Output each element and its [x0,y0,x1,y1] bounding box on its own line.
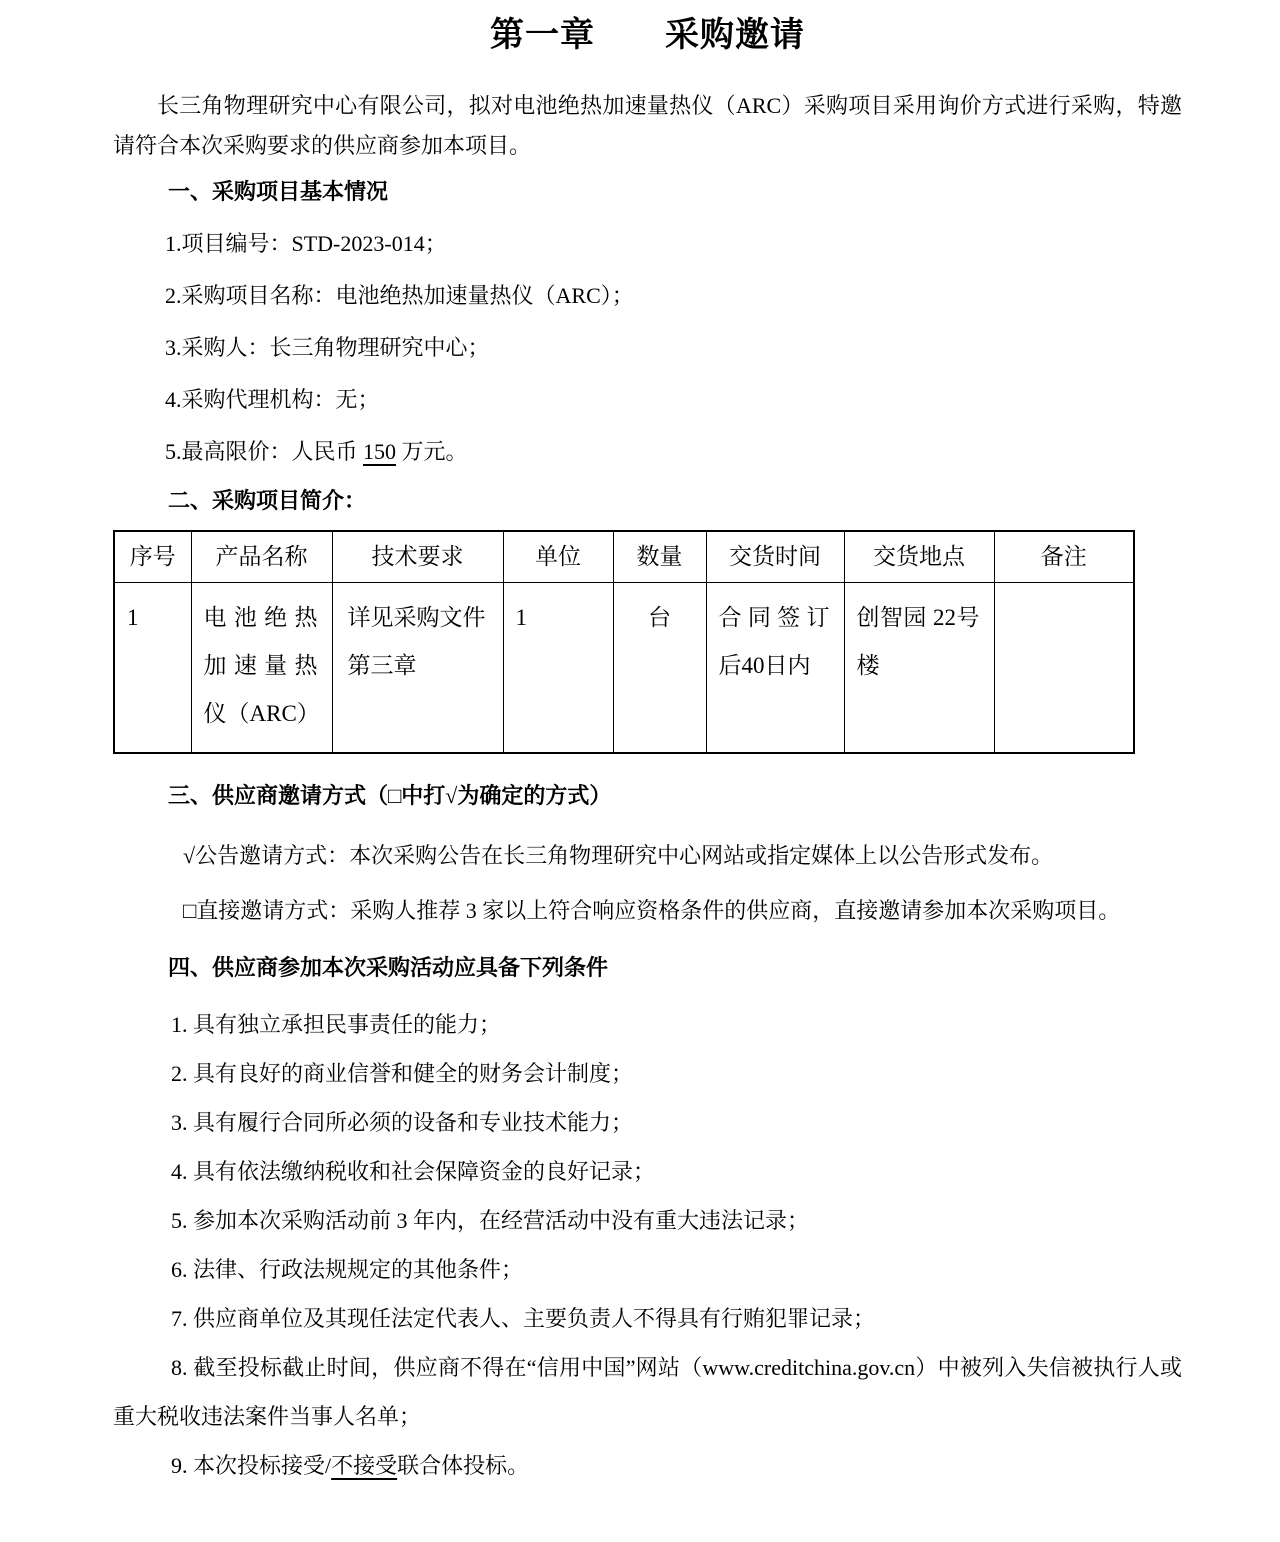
table-cell-qty: 台 [613,583,706,754]
table-header-cell-qty: 数量 [613,531,706,583]
section-2-heading: 二、采购项目简介： [168,488,367,513]
table-cell-unit: 1 [503,583,613,754]
invitation-option-direct: □直接邀请方式：采购人推荐 3 家以上符合响应资格条件的供应商，直接邀请参加本次采购项目。 [183,898,1121,923]
project-summary-table [113,530,1135,754]
conditions-item-6: 6. 法律、行政法规规定的其他条件； [171,1257,524,1282]
table-header-cell-product: 产品名称 [191,531,332,583]
table-header-cell-tech: 技术要求 [332,531,503,583]
conditions-item-8: 8. 截至投标截止时间，供应商不得在“信用中国”网站（www.creditchina.gov.cn）中被列入失信被执行人或重大税收违法案件当事人名单； [113,1355,1182,1429]
table-cell-delivery-place: 创智园 22号楼 [844,583,994,754]
page-title: 第一章 采购邀请 [490,17,805,54]
basic-info-item-3: 3.采购人：长三角物理研究中心； [165,335,490,360]
basic-info-item-1: 1.项目编号：STD-2023-014； [165,231,447,256]
conditions-item-4: 4. 具有依法缴纳税收和社会保障资金的良好记录； [171,1159,656,1184]
joint-bid-not-accepted: 不接受 [331,1453,398,1478]
conditions-item-1: 1. 具有独立承担民事责任的能力； [171,1012,502,1037]
table-cell-tech: 详见采购文件第三章 [332,583,503,754]
conditions-item-2: 2. 具有良好的商业信誉和健全的财务会计制度； [171,1061,634,1086]
section-1-heading: 一、采购项目基本情况 [168,179,389,204]
basic-info-item-5 [113,426,1182,478]
conditions-item-3: 3. 具有履行合同所必须的设备和专业技术能力； [171,1110,634,1135]
table-cell-seq: 1 [114,583,191,754]
intro-paragraph: 长三角物理研究中心有限公司，拟对电池绝热加速量热仪（ARC）采购项目采用询价方式进行采购，特邀请符合本次采购要求的供应商参加本项目。 [113,93,1182,158]
table-row [114,583,1134,754]
joint-bid-text-post: 联合体投标。 [397,1453,530,1478]
table-header-cell-delivery-time: 交货时间 [706,531,844,583]
conditions-item-5: 5. 参加本次采购活动前 3 年内，在经营活动中没有重大违法记录； [171,1208,810,1233]
max-price-value: 150 [363,439,397,464]
basic-info-item-2: 2.采购项目名称：电池绝热加速量热仪（ARC）； [165,283,634,308]
table-header-cell-delivery-place: 交货地点 [844,531,994,583]
section-4-heading: 四、供应商参加本次采购活动应具备下列条件 [168,955,609,980]
table-cell-product: 电池绝热加速量热仪（ARC） [191,583,332,754]
joint-bid-text-pre: 9. 本次投标接受/ [171,1453,332,1478]
max-price-text: 5.最高限价：人民币 [165,439,364,464]
table-header-cell-unit: 单位 [503,531,613,583]
section-3-heading: 三、供应商邀请方式（□中打√为确定的方式） [168,783,612,808]
table-cell-delivery-time: 合同签订后40日内 [706,583,844,754]
max-price-unit: 万元。 [396,439,468,464]
table-cell-remark [994,583,1134,754]
conditions-item-7: 7. 供应商单位及其现任法定代表人、主要负责人不得具有行贿犯罪记录； [171,1306,876,1331]
basic-info-item-4: 4.采购代理机构：无； [165,387,380,412]
table-header-cell-seq: 序号 [114,531,191,583]
table-header-row [114,531,1134,583]
invitation-option-public: √公告邀请方式：本次采购公告在长三角物理研究中心网站或指定媒体上以公告形式发布。 [183,843,1054,868]
conditions-item-9 [113,1441,1182,1490]
table-header-cell-remark: 备注 [994,531,1134,583]
